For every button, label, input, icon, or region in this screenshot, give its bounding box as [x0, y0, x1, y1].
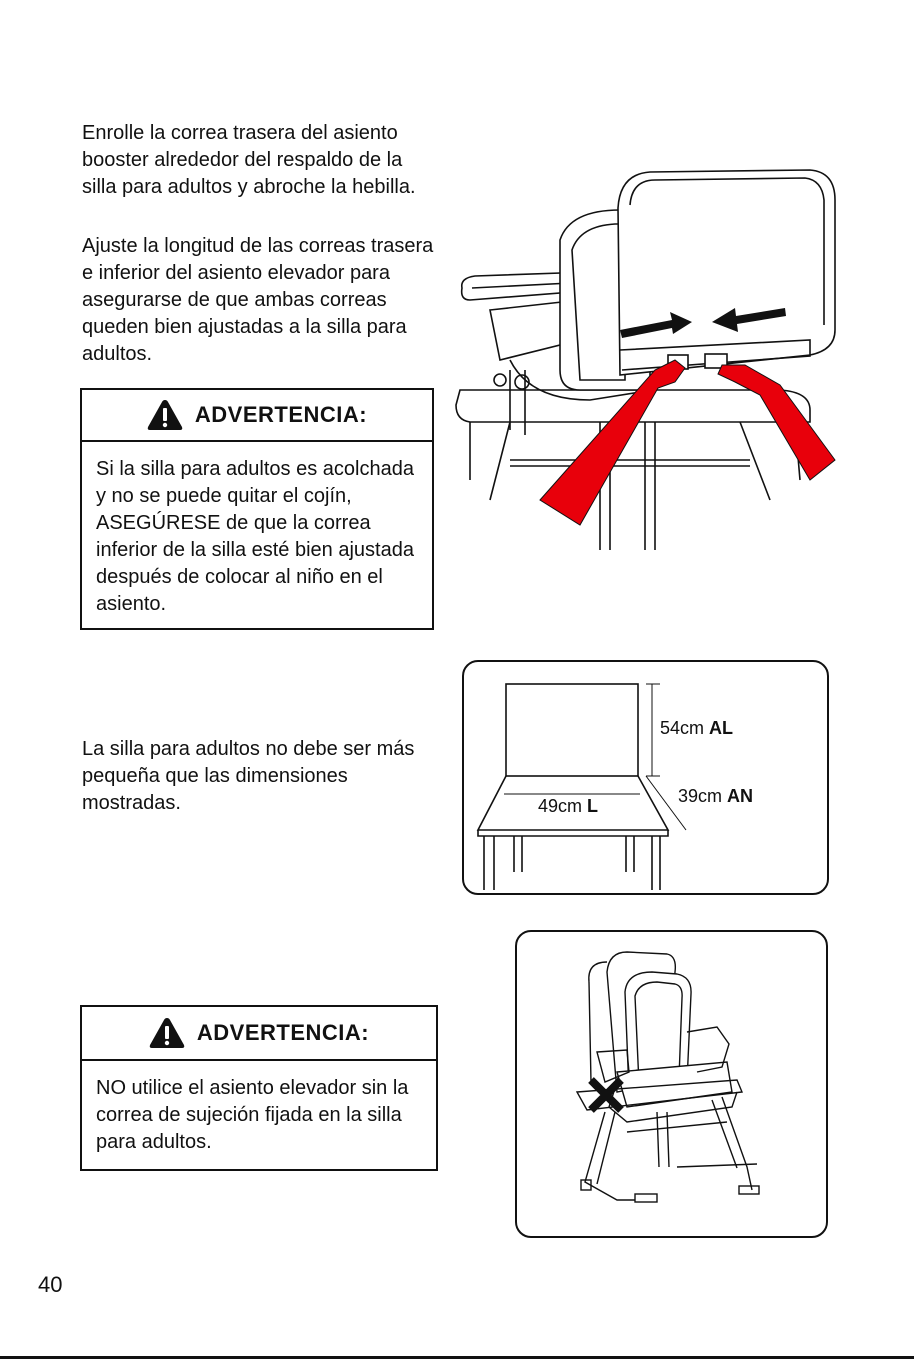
depth-dimension-label — [678, 786, 753, 807]
depth-value: 39cm — [678, 786, 723, 806]
height-unit: AL — [709, 718, 734, 738]
instruction-adjust-straps: Ajuste la longitud de las correas trasera e inferior del asiento elevador para asegurarse de que ambas correas queden bien ajustadas a la silla para adultos. — [82, 235, 434, 365]
height-dimension-label — [660, 718, 733, 739]
warning-text: Si la silla para adultos es acolchada y no se puede quitar el cojín, ASEGÚRESE de que la correa inferior de la silla esté bien ajustada después de colocar al niño en el asiento. — [96, 458, 414, 615]
page-number: 40 — [38, 1272, 63, 1297]
warning-title: ADVERTENCIA: — [196, 1020, 370, 1045]
warning-text: NO utilice el asiento elevador sin la correa de sujeción fijada en la silla para adultos. — [96, 1077, 409, 1153]
instruction-chair-size: La silla para adultos no debe ser más pequeña que las dimensiones mostradas. — [82, 738, 415, 814]
bottom-rule — [0, 1356, 914, 1359]
warning-triangle-icon — [147, 399, 183, 431]
booster-strap-illustration — [450, 160, 850, 560]
warning-box-strap — [80, 1005, 438, 1171]
warning-header — [82, 1007, 436, 1061]
dimension-diagram — [462, 660, 829, 895]
instruction-wrap-strap: Enrolle la correa trasera del asiento booster alrededor del respaldo de la silla para adultos y abroche la hebilla. — [82, 122, 416, 198]
warning-header — [82, 390, 432, 442]
warning-triangle-icon — [149, 1017, 185, 1049]
height-value: 54cm — [660, 718, 705, 738]
width-dimension-label — [538, 796, 598, 817]
x-mark-icon — [587, 1076, 625, 1114]
dimension-chair-drawing — [464, 662, 827, 893]
width-value: 49cm — [538, 796, 583, 816]
no-strap-illustration-frame — [515, 930, 828, 1238]
warning-box-cushion — [80, 388, 434, 630]
depth-unit: AN — [727, 786, 754, 806]
booster-without-strap-illustration — [517, 932, 826, 1236]
width-unit: L — [587, 796, 599, 816]
warning-title: ADVERTENCIA: — [194, 402, 368, 427]
